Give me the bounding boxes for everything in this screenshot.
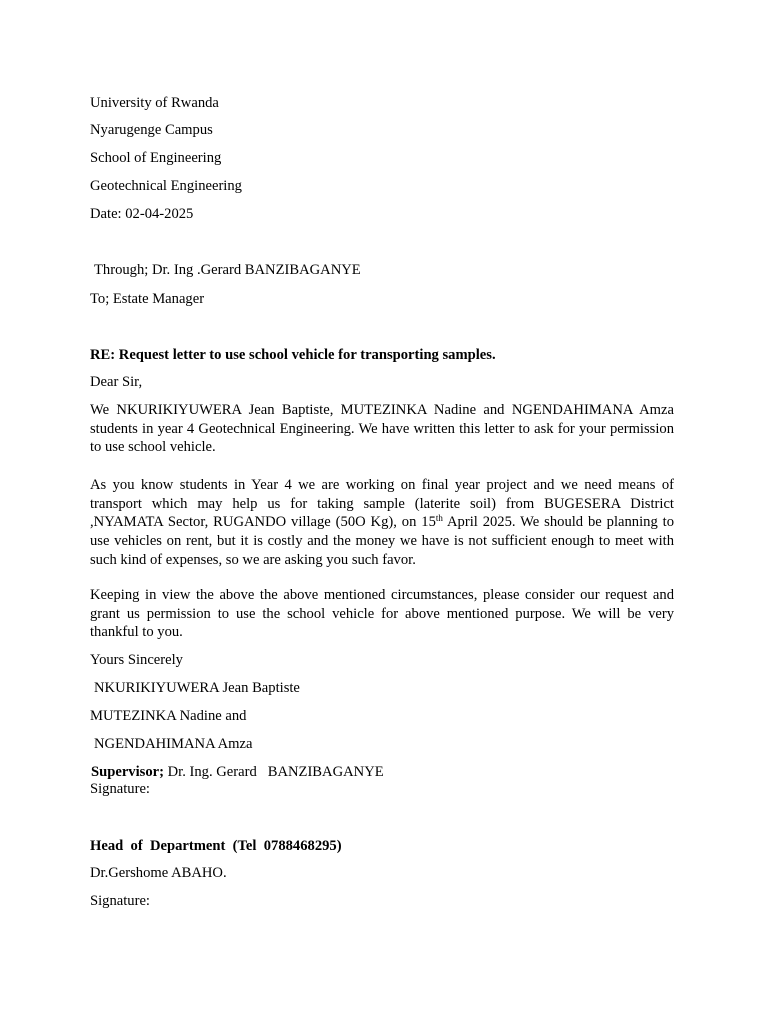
body-paragraph-2-part-2: April 2025. We should be planning to use vehicles on rent, but it is costly and the money we have is not sufficient enough to meet with such kind of expenses, so we are asking you such favor.	[90, 514, 674, 568]
supervisor-label: Supervisor;	[91, 764, 164, 780]
ordinal-suffix: th	[435, 513, 443, 524]
closing: Yours Sincerely	[90, 652, 183, 668]
university-name: University of Rwanda	[90, 95, 219, 111]
head-of-department-title: Head of Department (Tel 0788468295)	[90, 838, 342, 854]
school-name: School of Engineering	[90, 150, 222, 166]
head-of-department-name: Dr.Gershome ABAHO.	[90, 865, 227, 881]
body-paragraph-1: We NKURIKIYUWERA Jean Baptiste, MUTEZINKA Nadine and NGENDAHIMANA Amza students in year 4 Geotechnical Engineering. We have written this letter to ask for your permission to use school vehicle.	[90, 402, 674, 456]
signatory-student-1: NKURIKIYUWERA Jean Baptiste	[94, 680, 300, 696]
supervisor-name: Dr. Ing. Gerard BANZIBAGANYE	[163, 764, 384, 780]
body-paragraph-2	[90, 476, 674, 570]
campus-name: Nyarugenge Campus	[90, 122, 213, 138]
supervisor-line	[91, 763, 384, 781]
through-line: Through; Dr. Ing .Gerard BANZIBAGANYE	[94, 262, 361, 278]
head-of-department-signature: Signature:	[90, 893, 150, 909]
recipient-line: To; Estate Manager	[90, 291, 205, 307]
signatory-student-2: MUTEZINKA Nadine and	[90, 708, 247, 724]
salutation: Dear Sir,	[90, 374, 143, 390]
body-paragraph-2-part-1: As you know students in Year 4 we are working on final year project and we need means of transport which may help us for taking sample (laterite soil) from BUGESERA District ,NYAMATA Sector, RUGANDO village (50O Kg), on 15	[90, 477, 674, 531]
signatory-student-3: NGENDAHIMANA Amza	[94, 736, 253, 752]
body-paragraph-3: Keeping in view the above the above mentioned circumstances, please consider our request and grant us permission to use the school vehicle for above mentioned purpose. We will be very thankful to you.	[90, 587, 674, 641]
department-name: Geotechnical Engineering	[90, 178, 242, 194]
letter-date: Date: 02-04-2025	[90, 206, 194, 222]
subject-line: RE: Request letter to use school vehicle for transporting samples.	[90, 347, 496, 363]
supervisor-signature: Signature:	[90, 781, 150, 797]
